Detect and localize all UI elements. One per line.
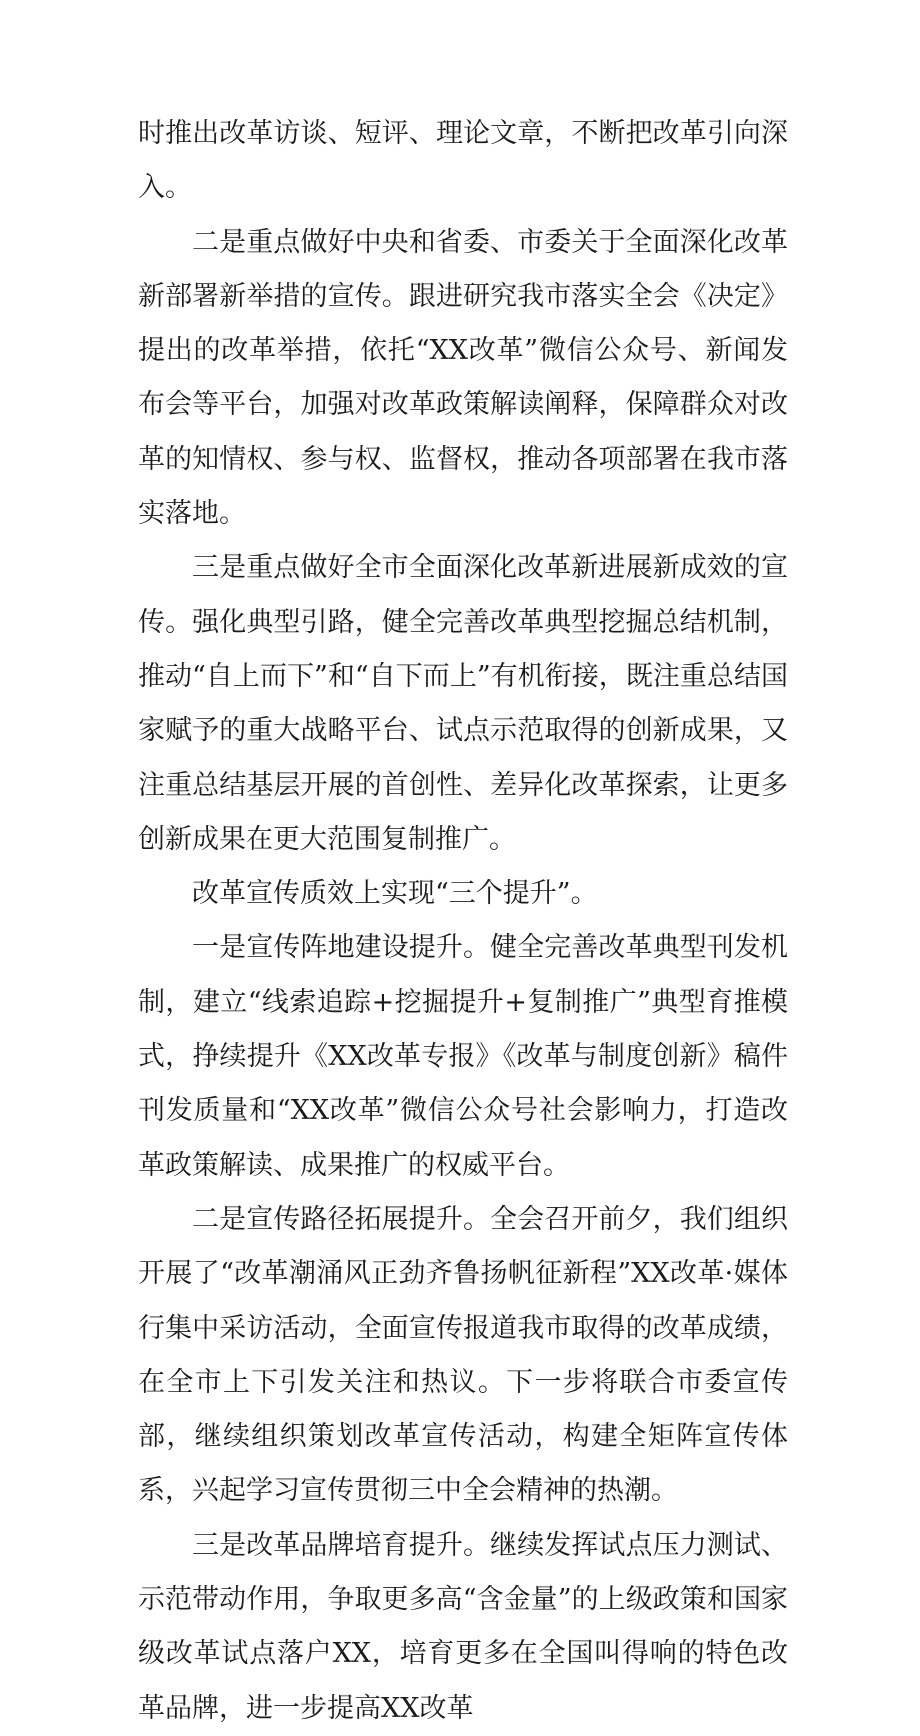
paragraph-third-improvement: 三是改革品牌培育提升。继续发挥试点压力测试、示范带动作用，争取更多高“含金量”的上级政策和国家级改革试点落户XX，培育更多在全国叫得响的特色改革品牌，进一步提高XX改革 [138, 1529, 788, 1724]
paragraph-first-improvement: 一是宣传阵地建设提升。健全完善改革典型刊发机制，建立“线索追踪+挖掘提升+复制推广”典型育推模式，挣续提升《XX改革专报》《改革与制度创新》稿件刊发质量和“XX改革”微信公众号社会影响力，打造改革政策解读、成果推广的权威平台。 [138, 932, 788, 1181]
paragraph-continuation: 时推出改革访谈、短评、理论文章，不断把改革引向深入。 [138, 118, 788, 204]
paragraph-section-heading: 改革宣传质效上实现“三个提升”。 [192, 878, 598, 910]
paragraph-second-focus: 二是重点做好中央和省委、市委关于全面深化改革新部署新举措的宣传。跟进研究我市落实全会《决定》提出的改革举措，依托“XX改革”微信公众号、新闻发布会等平台，加强对改革政策解读阐释，保障群众对改革的知情权、参与权、监督权，推动各项部署在我市落实落地。 [138, 226, 788, 530]
paragraph-second-improvement: 二是宣传路径拓展提升。全会召开前夕，我们组织开展了“改革潮涌风正劲齐鲁扬帆征新程”XX改革·媒体行集中采访活动，全面宣传报道我市取得的改革成绩，在全市上下引发关注和热议。下一步将联合市委宣传部，继续组织策划改革宣传活动，构建全矩阵宣传体系，兴起学习宣传贯彻三中全会精神的热潮。 [138, 1203, 788, 1507]
document-body [138, 107, 788, 1736]
paragraph-third-focus: 三是重点做好全市全面深化改革新进展新成效的宣传。强化典型引路，健全完善改革典型挖掘总结机制，推动“自上而下”和“自下而上”有机衔接，既注重总结国家赋予的重大战略平台、试点示范取得的创新成果，又注重总结基层开展的首创性、差异化改革探索，让更多创新成果在更大范围复制推广。 [138, 552, 788, 855]
